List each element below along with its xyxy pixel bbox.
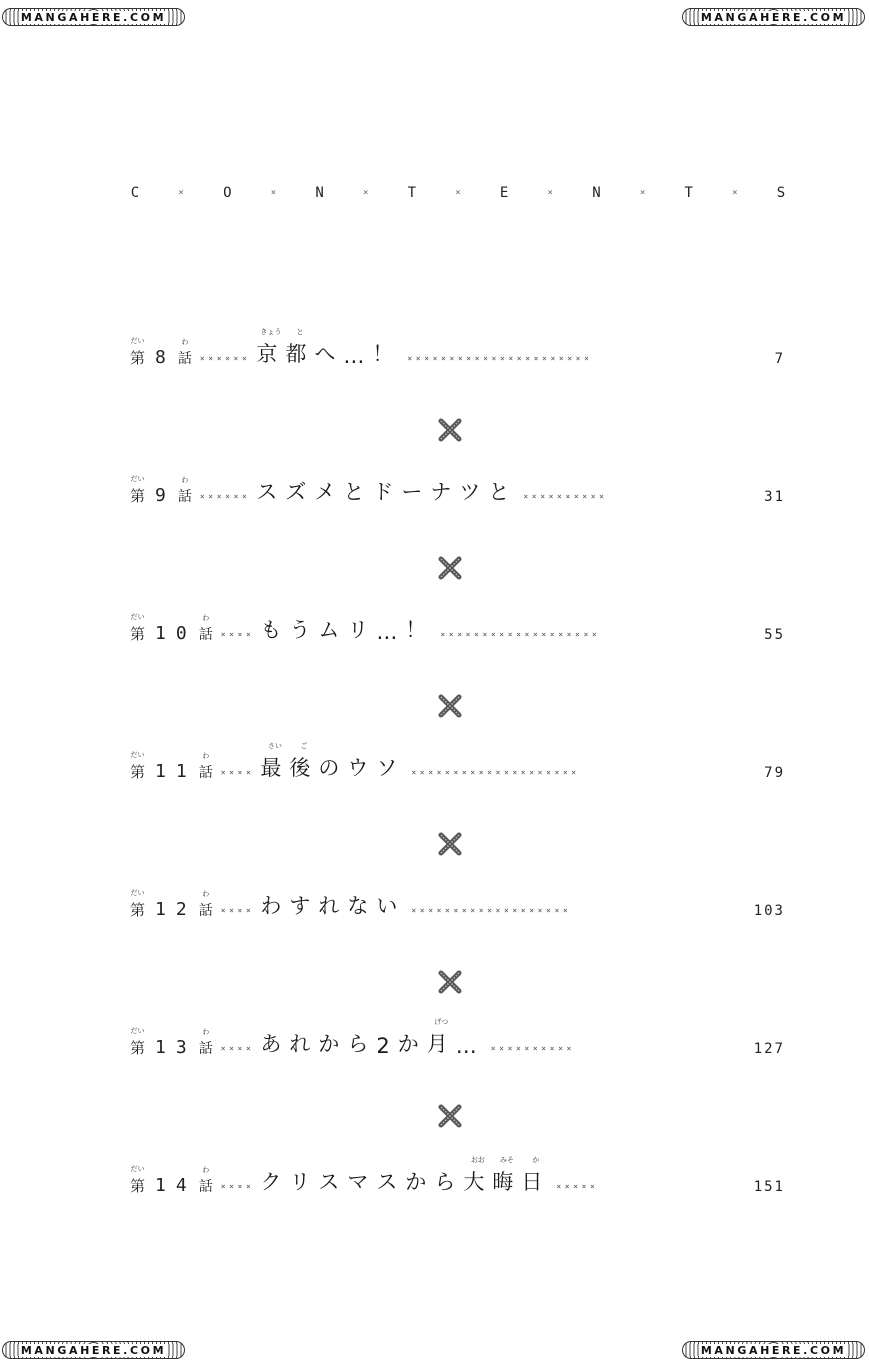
heading-letter: T bbox=[684, 185, 693, 201]
episode-title bbox=[256, 328, 402, 368]
title-glyph: … bbox=[376, 620, 406, 644]
page-number: 31 bbox=[764, 489, 785, 505]
heading-separator: × bbox=[547, 188, 553, 198]
watermark-top-left: MANGAHERE.COM bbox=[2, 8, 185, 26]
page-number: 7 bbox=[774, 351, 785, 367]
title-glyph: ド bbox=[372, 480, 402, 504]
watermark-bottom-left: MANGAHERE.COM bbox=[2, 1341, 185, 1359]
watermark-bottom-right: MANGAHERE.COM bbox=[682, 1341, 865, 1359]
leader-dots: ×××× bbox=[220, 768, 255, 777]
toc-entry[interactable] bbox=[130, 476, 785, 506]
toc-entry[interactable] bbox=[130, 614, 785, 644]
episode-label bbox=[130, 613, 213, 644]
contents-heading bbox=[128, 183, 788, 203]
heading-letter: N bbox=[315, 185, 324, 201]
page-number: 55 bbox=[764, 627, 785, 643]
title-ruby: ご bbox=[300, 742, 308, 750]
heading-separator: × bbox=[178, 188, 184, 198]
title-glyph: と bbox=[488, 480, 518, 504]
title-glyph: と bbox=[343, 480, 373, 504]
title-glyph: か bbox=[405, 1170, 435, 1194]
title-glyph: ら bbox=[434, 1170, 464, 1194]
episode-number: 12 bbox=[155, 899, 197, 920]
dai-ruby: だい bbox=[130, 475, 145, 483]
page-number: 103 bbox=[753, 903, 785, 919]
title-glyph: リ bbox=[289, 1170, 319, 1194]
episode-title bbox=[260, 742, 406, 782]
title-glyph: 都 と bbox=[285, 328, 315, 366]
title-glyph: 月 げつ bbox=[426, 1018, 456, 1056]
wa-char: 話 わ bbox=[198, 1028, 213, 1057]
cross-separator-icon bbox=[438, 1104, 462, 1128]
episode-title bbox=[260, 1018, 485, 1058]
heading-letter: C bbox=[130, 185, 140, 201]
heading-letter: S bbox=[776, 185, 786, 201]
wa-char: 話 わ bbox=[177, 476, 192, 505]
heading-separator: × bbox=[639, 188, 646, 198]
leader-dots: ×××××××××× bbox=[523, 492, 608, 501]
episode-title bbox=[260, 890, 405, 920]
title-glyph: 2 bbox=[376, 1034, 398, 1058]
dai-char: 第 だい bbox=[130, 1027, 146, 1057]
title-glyph: ！ bbox=[405, 618, 435, 642]
title-glyph: わ bbox=[260, 894, 290, 918]
cross-separator-icon bbox=[438, 694, 462, 718]
episode-number: 14 bbox=[155, 1175, 197, 1196]
episode-label bbox=[130, 337, 192, 368]
title-glyph: も bbox=[260, 618, 290, 642]
wa-char: 話 わ bbox=[198, 752, 213, 781]
toc-entry[interactable] bbox=[130, 328, 785, 368]
title-glyph: ソ bbox=[376, 756, 406, 780]
toc-entry[interactable] bbox=[130, 742, 785, 782]
title-glyph: ー bbox=[401, 480, 431, 504]
leader-dots: ×××××××××××××××××××× bbox=[411, 768, 580, 777]
dai-ruby: だい bbox=[130, 751, 145, 759]
title-glyph: れ bbox=[289, 1032, 319, 1056]
leader-dots: ×××××××××××××××××××××× bbox=[407, 354, 593, 363]
heading-separator: × bbox=[270, 188, 277, 198]
wa-ruby: わ bbox=[202, 1028, 210, 1036]
title-glyph: ス bbox=[256, 480, 286, 504]
dai-ruby: だい bbox=[130, 613, 145, 621]
title-glyph: れ bbox=[318, 894, 348, 918]
wa-char: 話 わ bbox=[177, 338, 192, 367]
title-glyph: マ bbox=[347, 1170, 377, 1194]
title-glyph: ！ bbox=[372, 342, 402, 366]
leader-dots: ×××××× bbox=[199, 492, 251, 501]
title-glyph: す bbox=[289, 894, 319, 918]
dai-char: 第 だい bbox=[130, 337, 146, 367]
title-glyph: … bbox=[455, 1034, 485, 1058]
wa-ruby: わ bbox=[202, 890, 210, 898]
heading-letter: N bbox=[592, 185, 601, 201]
watermark-top-right: MANGAHERE.COM bbox=[682, 8, 865, 26]
title-glyph: 大 おお bbox=[463, 1156, 493, 1194]
episode-number: 13 bbox=[155, 1037, 197, 1058]
wa-char: 話 わ bbox=[198, 1166, 213, 1195]
wa-ruby: わ bbox=[202, 614, 210, 622]
episode-number: 8 bbox=[155, 347, 176, 368]
dai-char: 第 だい bbox=[130, 1165, 146, 1195]
title-ruby: さい bbox=[267, 742, 282, 750]
title-glyph: 日 か bbox=[521, 1156, 551, 1194]
episode-title bbox=[256, 476, 517, 506]
title-glyph: ツ bbox=[459, 480, 489, 504]
episode-title bbox=[260, 614, 434, 644]
title-ruby: きょう bbox=[260, 328, 282, 336]
wa-ruby: わ bbox=[202, 752, 210, 760]
leader-dots: ×××××× bbox=[199, 354, 251, 363]
title-glyph: ナ bbox=[430, 480, 460, 504]
dai-ruby: だい bbox=[130, 889, 145, 897]
episode-number: 10 bbox=[155, 623, 197, 644]
dai-char: 第 だい bbox=[130, 475, 146, 505]
page-number: 151 bbox=[753, 1179, 785, 1195]
title-glyph: 最 さい bbox=[260, 742, 290, 780]
leader-dots: ×××× bbox=[220, 1044, 255, 1053]
dai-char: 第 だい bbox=[130, 613, 146, 643]
title-glyph: な bbox=[347, 894, 377, 918]
title-glyph: あ bbox=[260, 1032, 290, 1056]
title-glyph: ら bbox=[347, 1032, 377, 1056]
heading-letter: T bbox=[407, 185, 417, 201]
wa-ruby: わ bbox=[181, 338, 189, 346]
page-number: 127 bbox=[753, 1041, 785, 1057]
toc-entry[interactable] bbox=[130, 1156, 785, 1196]
heading-separator: × bbox=[455, 188, 461, 198]
title-glyph: ク bbox=[260, 1170, 290, 1194]
dai-char: 第 だい bbox=[130, 751, 146, 781]
title-ruby: と bbox=[296, 328, 304, 336]
episode-label bbox=[130, 475, 192, 506]
title-glyph: … bbox=[343, 344, 373, 368]
title-ruby: げつ bbox=[434, 1018, 449, 1026]
title-glyph: ス bbox=[318, 1170, 348, 1194]
cross-separator-icon bbox=[438, 832, 462, 856]
leader-dots: ××××× bbox=[556, 1182, 599, 1191]
wa-ruby: わ bbox=[181, 476, 189, 484]
page-number: 79 bbox=[764, 765, 785, 781]
title-ruby: か bbox=[532, 1156, 540, 1164]
episode-label bbox=[130, 1165, 213, 1196]
cross-separator-icon bbox=[438, 970, 462, 994]
leader-dots: ××××××××××××××××××× bbox=[440, 630, 601, 639]
title-glyph: ズ bbox=[285, 480, 315, 504]
dai-ruby: だい bbox=[130, 1165, 145, 1173]
heading-letter: O bbox=[223, 185, 232, 201]
wa-char: 話 わ bbox=[198, 890, 213, 919]
toc-entry[interactable] bbox=[130, 1018, 785, 1058]
heading-letter: E bbox=[499, 185, 509, 201]
toc-entry[interactable] bbox=[130, 890, 785, 920]
episode-number: 9 bbox=[155, 485, 176, 506]
episode-label bbox=[130, 751, 213, 782]
episode-label bbox=[130, 1027, 213, 1058]
title-glyph: ス bbox=[376, 1170, 406, 1194]
leader-dots: ×××××××××× bbox=[490, 1044, 575, 1053]
leader-dots: ×××× bbox=[220, 630, 255, 639]
heading-separator: × bbox=[362, 188, 369, 198]
title-glyph: う bbox=[289, 618, 319, 642]
wa-ruby: わ bbox=[202, 1166, 210, 1174]
title-glyph: の bbox=[318, 756, 348, 780]
title-ruby: みそ bbox=[499, 1156, 514, 1164]
title-glyph: か bbox=[397, 1032, 427, 1056]
title-glyph: ム bbox=[318, 618, 348, 642]
title-ruby: おお bbox=[470, 1156, 485, 1164]
dai-ruby: だい bbox=[130, 337, 145, 345]
title-glyph: ウ bbox=[347, 756, 377, 780]
title-glyph: か bbox=[318, 1032, 348, 1056]
title-glyph: 京 きょう bbox=[256, 328, 286, 366]
episode-title bbox=[260, 1156, 551, 1196]
dai-ruby: だい bbox=[130, 1027, 145, 1035]
title-glyph: 晦 みそ bbox=[492, 1156, 522, 1194]
cross-separator-icon bbox=[438, 418, 462, 442]
leader-dots: ×××× bbox=[220, 1182, 255, 1191]
heading-separator: × bbox=[732, 188, 738, 198]
leader-dots: ××××××××××××××××××× bbox=[411, 906, 572, 915]
title-glyph: い bbox=[376, 894, 406, 918]
wa-char: 話 わ bbox=[198, 614, 213, 643]
title-glyph: メ bbox=[314, 480, 344, 504]
episode-label bbox=[130, 889, 213, 920]
title-glyph: リ bbox=[347, 618, 377, 642]
dai-char: 第 だい bbox=[130, 889, 146, 919]
title-glyph: へ bbox=[314, 342, 344, 366]
title-glyph: 後 ご bbox=[289, 742, 319, 780]
episode-number: 11 bbox=[155, 761, 197, 782]
leader-dots: ×××× bbox=[220, 906, 255, 915]
cross-separator-icon bbox=[438, 556, 462, 580]
